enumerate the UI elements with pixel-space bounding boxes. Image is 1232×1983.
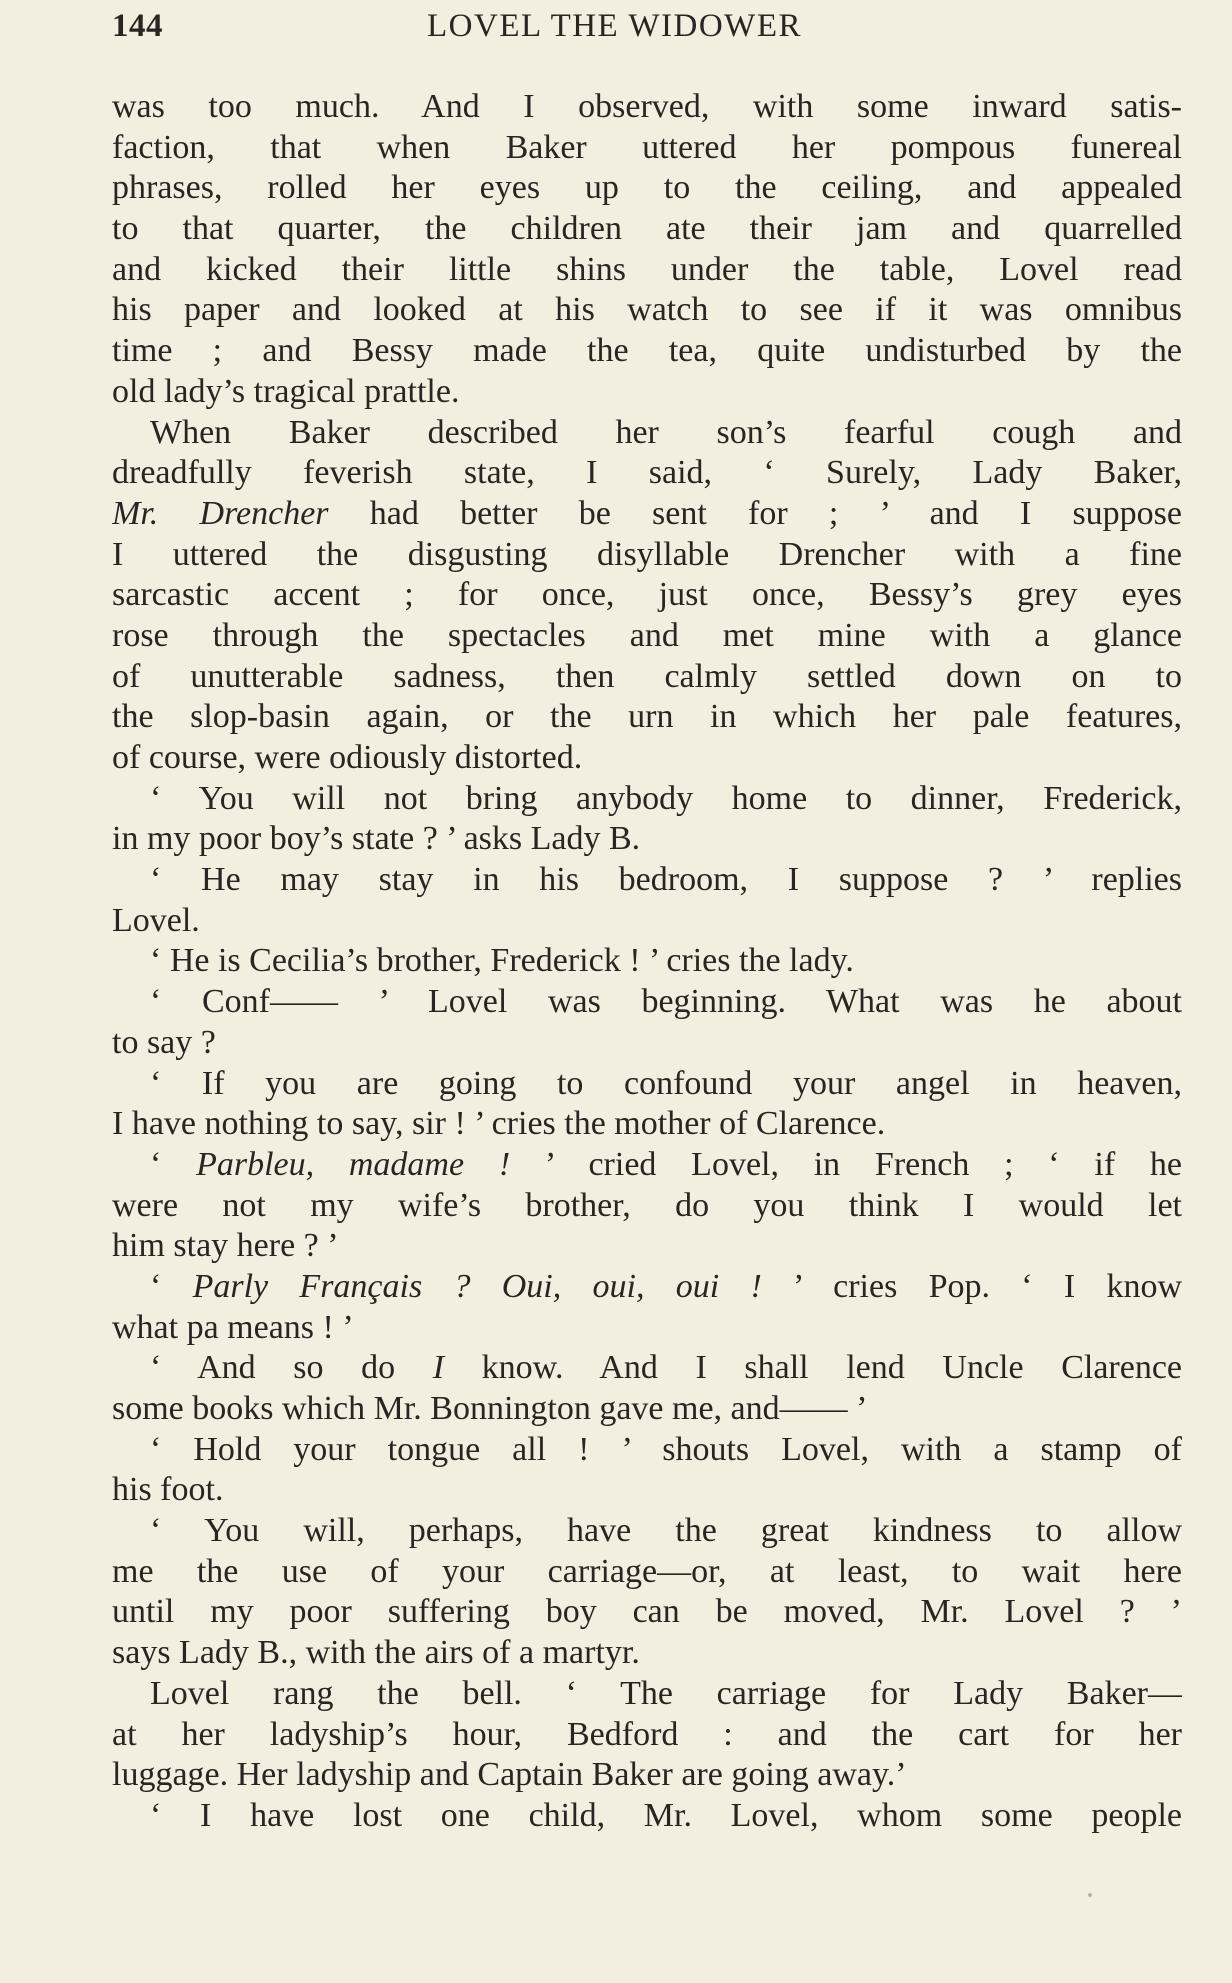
text-line: says Lady B., with the airs of a martyr. — [112, 1634, 640, 1672]
text-line: ‘ Parly Français ? Oui, oui, oui ! ’ cries Pop. ‘ I know — [150, 1267, 1182, 1305]
text-line: Mr. Drencher had better be sent for ; ’ and I suppose — [112, 494, 1182, 532]
text-line: his paper and looked at his watch to see if it was omnibus — [112, 291, 1182, 329]
text-line: faction, that when Baker uttered her pompous funereal — [112, 128, 1182, 166]
text-line: in my poor boy’s state ? ’ asks Lady B. — [112, 820, 641, 858]
text-line: When Baker described her son’s fearful cough and — [150, 413, 1182, 451]
text-line: was too much. And I observed, with some inward satis- — [112, 88, 1182, 125]
text-line: me the use of your carriage—or, at least, to wait here — [112, 1552, 1182, 1590]
text-line: ‘ You will, perhaps, have the great kindness to allow — [150, 1512, 1182, 1550]
page-number: 144 — [112, 8, 163, 44]
running-title: LOVEL THE WIDOWER — [427, 8, 802, 44]
text-line: some books which Mr. Bonnington gave me, and—— ’ — [112, 1390, 868, 1427]
text-line: of course, were odiously distorted. — [112, 739, 583, 776]
text-line: I uttered the disgusting disyllable Drencher with a fine — [112, 535, 1182, 573]
text-line: and kicked their little shins under the table, Lovel read — [112, 250, 1182, 288]
text-line: old lady’s tragical prattle. — [112, 372, 460, 410]
text-line: to that quarter, the children ate their jam and quarrelled — [112, 210, 1182, 248]
text-line: ‘ Conf—— ’ Lovel was beginning. What was he about — [150, 983, 1182, 1021]
text-line: ‘ He may stay in his bedroom, I suppose ? ’ replies — [150, 861, 1182, 899]
text-line: what pa means ! ’ — [112, 1308, 354, 1346]
text-line: rose through the spectacles and met mine with a glance — [112, 616, 1182, 654]
text-line: I have nothing to say, sir ! ’ cries the mother of Clarence. — [112, 1105, 886, 1143]
text-line: were not my wife’s brother, do you think I would let — [112, 1186, 1182, 1224]
text-line: ‘ Hold your tongue all ! ’ shouts Lovel, with a stamp of — [150, 1430, 1182, 1468]
text-line: him stay here ? ’ — [112, 1227, 339, 1265]
text-line: until my poor suffering boy can be moved, Mr. Lovel ? ’ — [112, 1593, 1182, 1631]
text-line: Lovel rang the bell. ‘ The carriage for Lady Baker— — [150, 1674, 1182, 1712]
page-header — [112, 8, 1182, 58]
text-line: the slop-basin again, or the urn in which her pale features, — [112, 698, 1182, 736]
text-line: sarcastic accent ; for once, just once, Bessy’s grey eyes — [112, 576, 1182, 614]
body-text — [112, 87, 1182, 1837]
paper-speck — [1088, 1893, 1092, 1897]
text-line: ‘ I have lost one child, Mr. Lovel, whom some people — [150, 1796, 1182, 1834]
text-line: time ; and Bessy made the tea, quite undisturbed by the — [112, 332, 1182, 370]
text-line: Lovel. — [112, 901, 200, 939]
text-line: to say ? — [112, 1023, 216, 1061]
text-line: at her ladyship’s hour, Bedford : and the cart for her — [112, 1715, 1182, 1753]
text-line: phrases, rolled her eyes up to the ceiling, and appealed — [112, 169, 1182, 207]
text-line: of unutterable sadness, then calmly settled down on to — [112, 657, 1182, 695]
text-line: ‘ If you are going to confound your angel in heaven, — [150, 1064, 1182, 1102]
text-line: ‘ You will not bring anybody home to dinner, Frederick, — [150, 779, 1182, 817]
text-line: luggage. Her ladyship and Captain Baker are going away.’ — [112, 1756, 907, 1794]
text-line: ‘ Parbleu, madame ! ’ cried Lovel, in French ; ‘ if he — [150, 1145, 1182, 1183]
text-line: ‘ He is Cecilia’s brother, Frederick ! ’ cries the lady. — [150, 942, 854, 980]
text-line: dreadfully feverish state, I said, ‘ Surely, Lady Baker, — [112, 454, 1182, 492]
text-line: his foot. — [112, 1471, 224, 1509]
text-line: ‘ And so do I know. And I shall lend Uncle Clarence — [150, 1349, 1182, 1387]
